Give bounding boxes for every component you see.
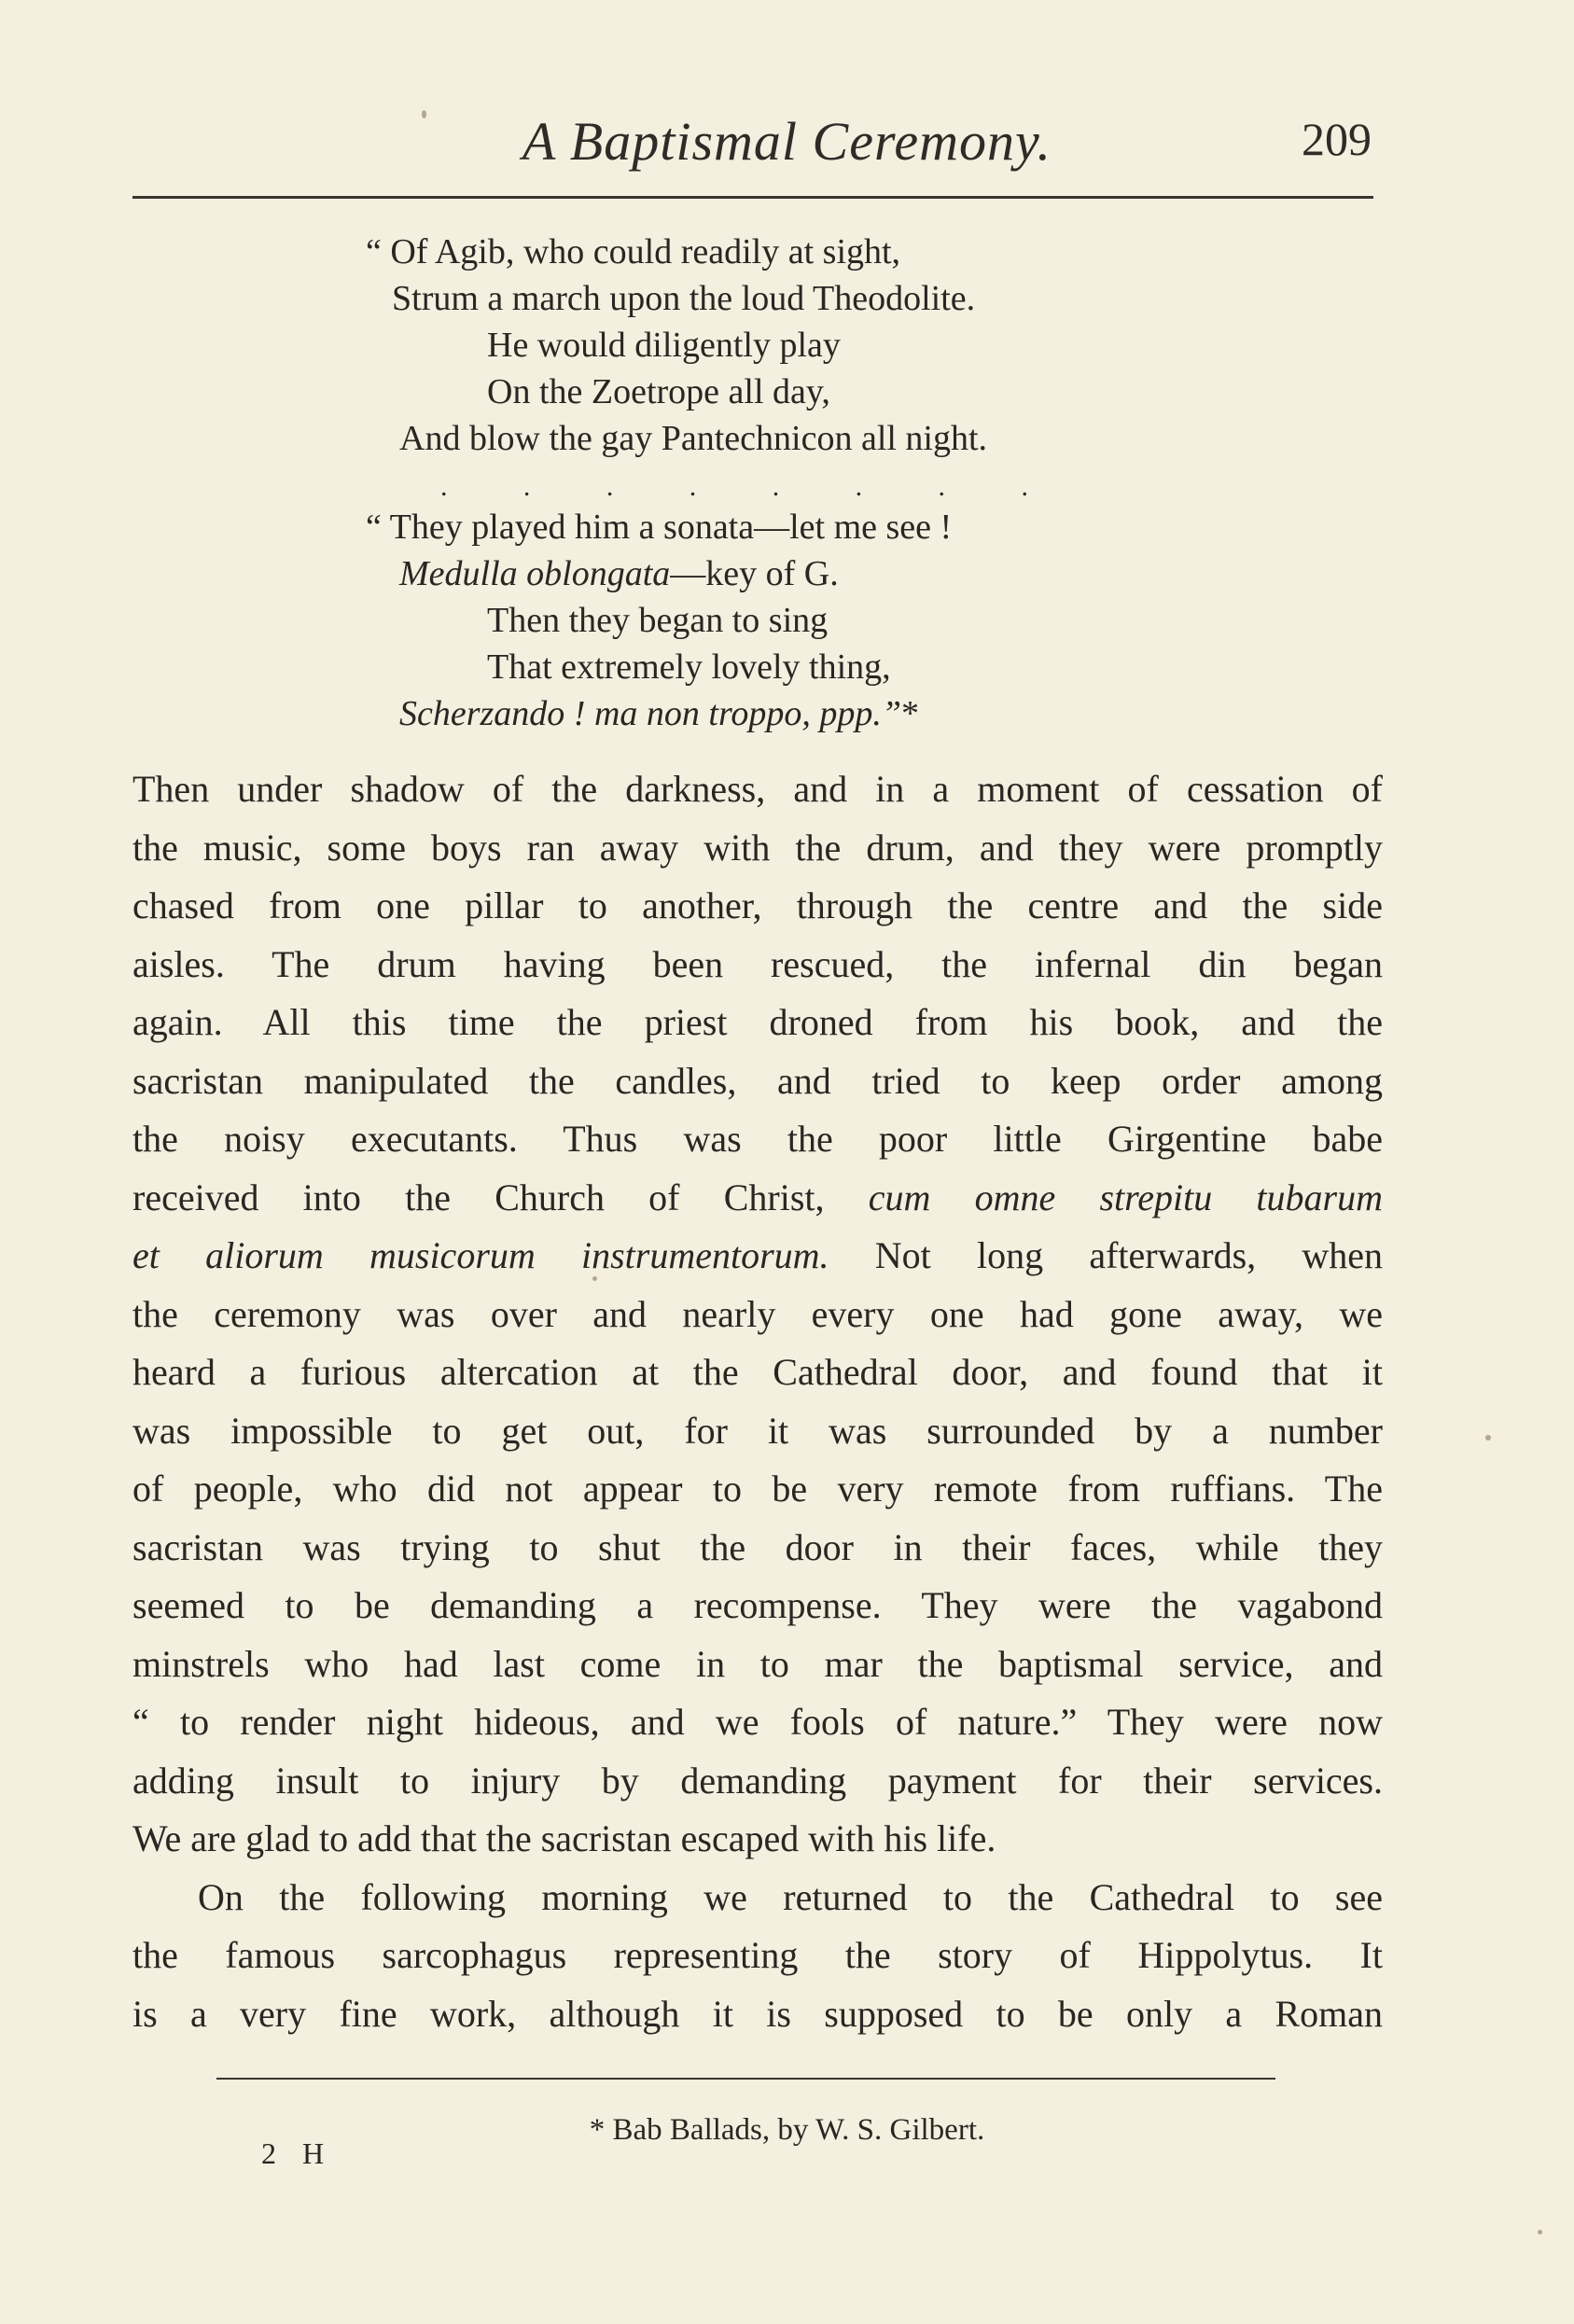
footnote: * Bab Ballads, by W. S. Gilbert. [589,2113,985,2147]
page-number: 209 [1302,113,1372,165]
footnote-marker: * [900,694,919,733]
body-line [132,1227,1383,1286]
body-line: We are glad to add that the sacristan escaped with his life. [132,1817,996,1859]
body-line: the ceremony was over and nearly every one had gone away, we [132,1292,1383,1335]
ellipsis-dot: . [440,471,448,502]
body-line: On the following morning we returned to the Cathedral to see [198,1875,1383,1918]
body-line: sacristan was trying to shut the door in their faces, while they [132,1525,1383,1568]
body-line: “ to render night hideous, and we fools of nature.” They were now [132,1701,1383,1743]
body-text-span: Not long afterwards, when [874,1234,1384,1276]
paper-speck [1538,2230,1542,2234]
body-line: again. All this time the priest droned from his book, and the [132,1001,1383,1043]
verse-line [399,690,919,737]
body-line: the famous sarcophagus representing the story of Hippolytus. It [132,1934,1383,1976]
verse-line: He would diligently play [487,326,841,365]
body-line: is a very fine work, although it is supposed to be only a Roman [132,1992,1383,2035]
body-text-span: received into the Church of Christ, [132,1176,825,1218]
verse-ellipsis [440,471,1028,503]
body-line [132,1169,1383,1228]
verse-line: That extremely lovely thing, [487,647,891,687]
verse-line: Then they began to sing [487,601,829,640]
paper-speck [1485,1435,1491,1440]
footnote-rule [216,2078,1275,2080]
signature-mark: 2 H [261,2136,334,2170]
verse-line [399,550,839,597]
ellipsis-dot: . [772,471,780,502]
latin-phrase: et aliorum musicorum instrumentorum. [132,1234,829,1276]
running-title: A Baptismal Ceremony. [522,111,1052,172]
ellipsis-dot: . [689,471,697,502]
ellipsis-dot: . [606,471,614,502]
verse-text: —key of G. [670,554,839,593]
ellipsis-dot: . [522,471,531,502]
paper-speck [422,110,426,118]
body-line: the music, some boys ran away with the drum, and they were promptly [132,826,1383,869]
body-line: aisles. The drum having been rescued, the infernal din began [132,942,1383,985]
body-line: sacristan manipulated the candles, and tried to keep order among [132,1059,1383,1102]
latin-phrase: Scherzando ! ma non troppo, ppp.” [399,694,901,733]
ellipsis-dot: . [1021,471,1028,502]
verse-line: And blow the gay Pantechnicon all night. [399,419,988,458]
ellipsis-dot: . [855,471,863,502]
body-line: of people, who did not appear to be very remote from ruffians. The [132,1468,1383,1510]
body-line: seemed to be demanding a recompense. They were the vagabond [132,1584,1383,1626]
body-line: Then under shadow of the darkness, and in a moment of cessation of [132,768,1383,810]
body-line: was impossible to get out, for it was surrounded by a number [132,1409,1383,1452]
verse-line: “ Of Agib, who could readily at sight, [366,232,901,271]
ellipsis-dot: . [938,471,946,502]
verse-line: Strum a march upon the loud Theodolite. [392,279,976,318]
body-line: chased from one pillar to another, through the centre and the side [132,884,1383,926]
verse-line: “ They played him a sonata—let me see ! [366,508,953,547]
paper-speck [592,1276,597,1281]
body-line: heard a furious altercation at the Cathedral door, and found that it [132,1351,1383,1393]
latin-phrase: Medulla oblongata [399,554,671,593]
body-text [132,760,1383,2043]
body-line: the noisy executants. Thus was the poor little Girgentine babe [132,1118,1383,1160]
verse-line: On the Zoetrope all day, [487,372,830,411]
latin-phrase: cum omne strepitu tubarum [868,1176,1384,1218]
body-line: adding insult to injury by demanding payment for their services. [132,1759,1383,1802]
header-rule [132,196,1373,199]
body-line: minstrels who had last come in to mar the baptismal service, and [132,1642,1383,1685]
